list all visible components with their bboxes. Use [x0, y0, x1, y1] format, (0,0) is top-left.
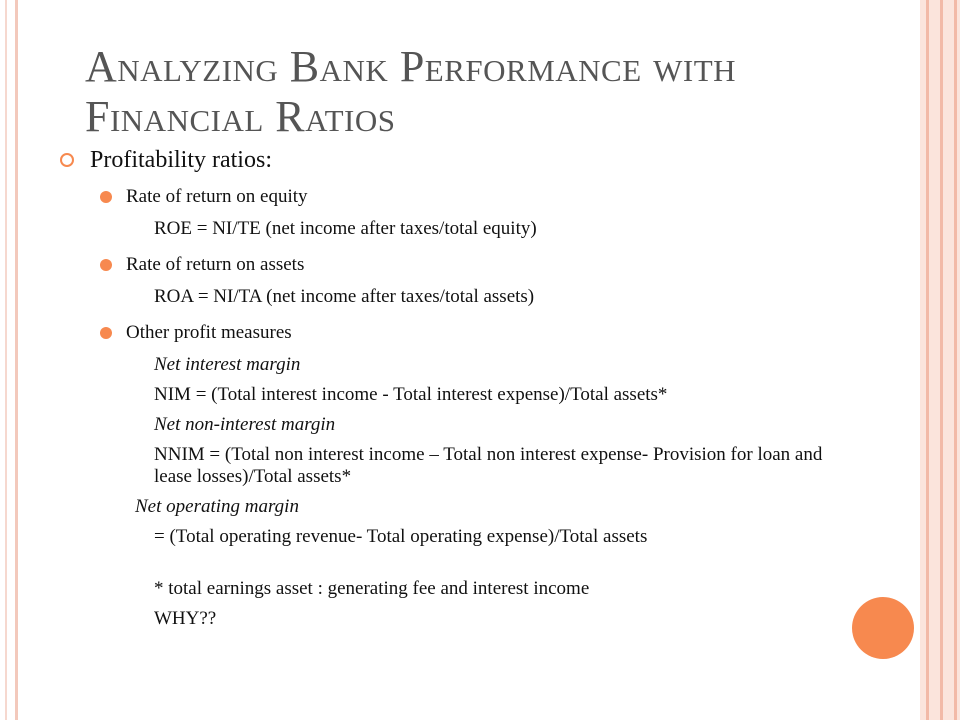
bullet-label: Other profit measures	[126, 322, 292, 343]
right-border-line	[954, 0, 957, 720]
right-border-line	[940, 0, 943, 720]
heading-text: Profitability ratios:	[90, 146, 272, 173]
bullet-item-other	[100, 316, 860, 350]
nim-title: Net interest margin	[154, 354, 301, 375]
left-border	[0, 0, 18, 720]
nom-formula: = (Total operating revenue- Total operating expense)/Total assets	[154, 526, 648, 547]
nnim-title: Net non-interest margin	[154, 414, 336, 435]
right-border	[920, 0, 960, 720]
why-text: WHY??	[154, 608, 217, 629]
bullet-label: Rate of return on equity	[126, 186, 308, 207]
title-line-2: Financial Ratios	[85, 92, 396, 141]
roe-formula: ROE = NI/TE (net income after taxes/total equity)	[154, 218, 537, 239]
footnote: * total earnings asset : generating fee and interest income	[154, 578, 590, 599]
slide-title	[85, 42, 885, 142]
ring-bullet-icon	[60, 153, 74, 167]
title-line-1: Analyzing Bank Performance with	[85, 42, 737, 91]
bullet-label: Rate of return on assets	[126, 254, 305, 275]
roa-formula: ROA = NI/TA (net income after taxes/total assets)	[154, 286, 535, 307]
dot-bullet-icon	[100, 327, 112, 339]
decorative-circle	[852, 597, 914, 659]
dot-bullet-icon	[100, 259, 112, 271]
nom-title: Net operating margin	[135, 496, 299, 517]
bullet-item-roa	[100, 248, 860, 282]
bullet-item-roe	[100, 180, 860, 214]
left-border-line	[5, 0, 7, 720]
heading-item	[60, 140, 860, 180]
nim-formula: NIM = (Total interest income - Total interest expense)/Total assets*	[154, 384, 668, 405]
dot-bullet-icon	[100, 191, 112, 203]
right-border-line	[926, 0, 929, 720]
nnim-formula: NNIM = (Total non interest income – Total non interest expense- Provision for loan and lease losses)/Total assets*	[154, 444, 823, 487]
slide-body	[60, 140, 860, 638]
